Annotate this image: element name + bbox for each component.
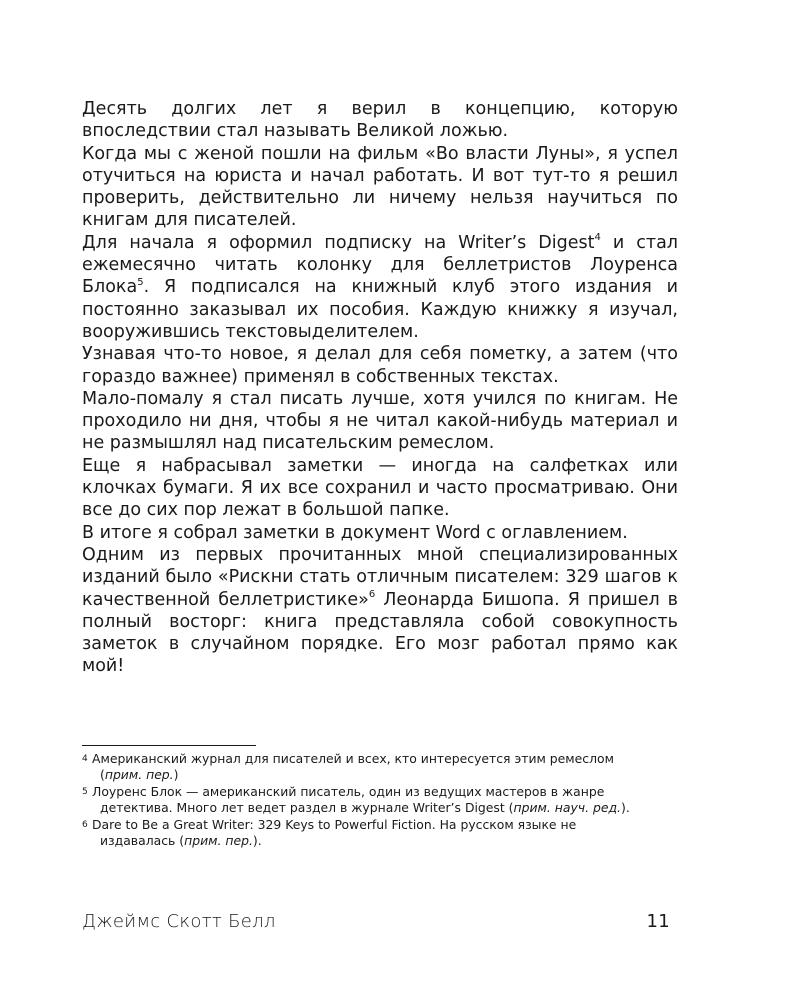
footnote-item xyxy=(82,817,642,850)
footnote-ref[interactable]: 6 xyxy=(368,588,376,600)
paragraph-text: Когда мы с женой пошли на фильм «Во власти Луны», я успел отучиться на юриста и начал работать. И вот тут-то я решил проверить, действительно ли ничему нельзя научиться по книгам для писателей. xyxy=(82,143,678,231)
footnotes xyxy=(82,751,642,849)
paragraph-text: . Я подписался на книжный клуб этого издания и постоянно заказывал их пособия. Каждую книжку я изучал, вооружившись текстовыделителем. xyxy=(82,277,678,342)
footnote-text: Лоуренс Блок — американский писатель, один из ведущих мастеров в жанре детектива. Много лет ведет раздел в журнале Writer’s Digest ( xyxy=(92,783,605,816)
page-number: 11 xyxy=(646,911,670,932)
paragraph-text: Еще я набрасывал заметки — иногда на салфетках или клочках бумаги. Я их все сохранил и часто просматриваю. Они все до сих пор лежат в большой папке. xyxy=(82,455,678,521)
footnote-item xyxy=(82,751,642,784)
footnote-tail: ). xyxy=(252,833,262,849)
paragraph xyxy=(82,388,678,455)
paragraph-text: и стал ежемесячно читать колонку для беллетристов Лоуренса Блока xyxy=(82,232,678,298)
paragraph xyxy=(82,455,678,522)
footnote-text: Dare to Be a Great Writer: 329 Keys to Powerful Fiction. На русском языке не издавалась ( xyxy=(92,816,577,849)
paragraph-text: Одним из первых прочитанных мной специализированных изданий было «Рискни стать отличным писателем: 329 шагов к качественной беллетристике» xyxy=(82,544,678,610)
footnote-ref[interactable]: 5 xyxy=(137,276,144,288)
footnote-attribution: прим. науч. ред. xyxy=(513,800,621,816)
paragraph xyxy=(82,544,678,678)
paragraph xyxy=(82,98,678,143)
footnote-ref[interactable]: 4 xyxy=(594,231,601,243)
paragraph xyxy=(82,232,678,343)
footnote-tail: ) xyxy=(173,767,179,783)
paragraph-text: Леонарда Бишопа. Я пришел в полный восторг: книга представляла собой совокупность заметок в случайном порядке. Его мозг работал прямо как мой! xyxy=(82,589,678,677)
footnote-attribution: прим. пер. xyxy=(104,767,174,783)
paragraph-text: В итоге я собрал заметки в документ Word с оглавлением. xyxy=(82,522,628,543)
footnote-number: 6 xyxy=(82,819,88,830)
paragraph xyxy=(82,143,678,232)
paragraph xyxy=(82,343,678,388)
footnote-divider xyxy=(82,745,256,746)
footnote-attribution: прим. пер. xyxy=(184,833,253,849)
paragraph-text: Узнавая что-то новое, я делал для себя пометку, а затем (что гораздо важнее) применял в собственных текстах. xyxy=(82,344,678,387)
footnote-number: 4 xyxy=(82,754,88,764)
paragraph-text: Десять долгих лет я верил в концепцию, которую впоследствии стал называть Великой ложью. xyxy=(82,99,678,142)
footnote-item xyxy=(82,784,642,817)
paragraph xyxy=(82,522,678,544)
footnote-tail: ). xyxy=(620,800,630,816)
paragraph-text: Мало-помалу я стал писать лучше, хотя учился по книгам. Не проходило ни дня, чтобы я не читал какой-нибудь материал и не размышлял над писательским ремеслом. xyxy=(82,388,678,454)
running-author: Джеймс Скотт Белл xyxy=(82,911,276,932)
footnote-number: 5 xyxy=(82,786,88,797)
paragraph-text: Для начала я оформил подписку на Writer’s Digest xyxy=(82,232,595,253)
footnote-text: Американский журнал для писателей и всех, кто интересуется этим ремеслом ( xyxy=(92,751,614,783)
main-text xyxy=(82,98,678,678)
